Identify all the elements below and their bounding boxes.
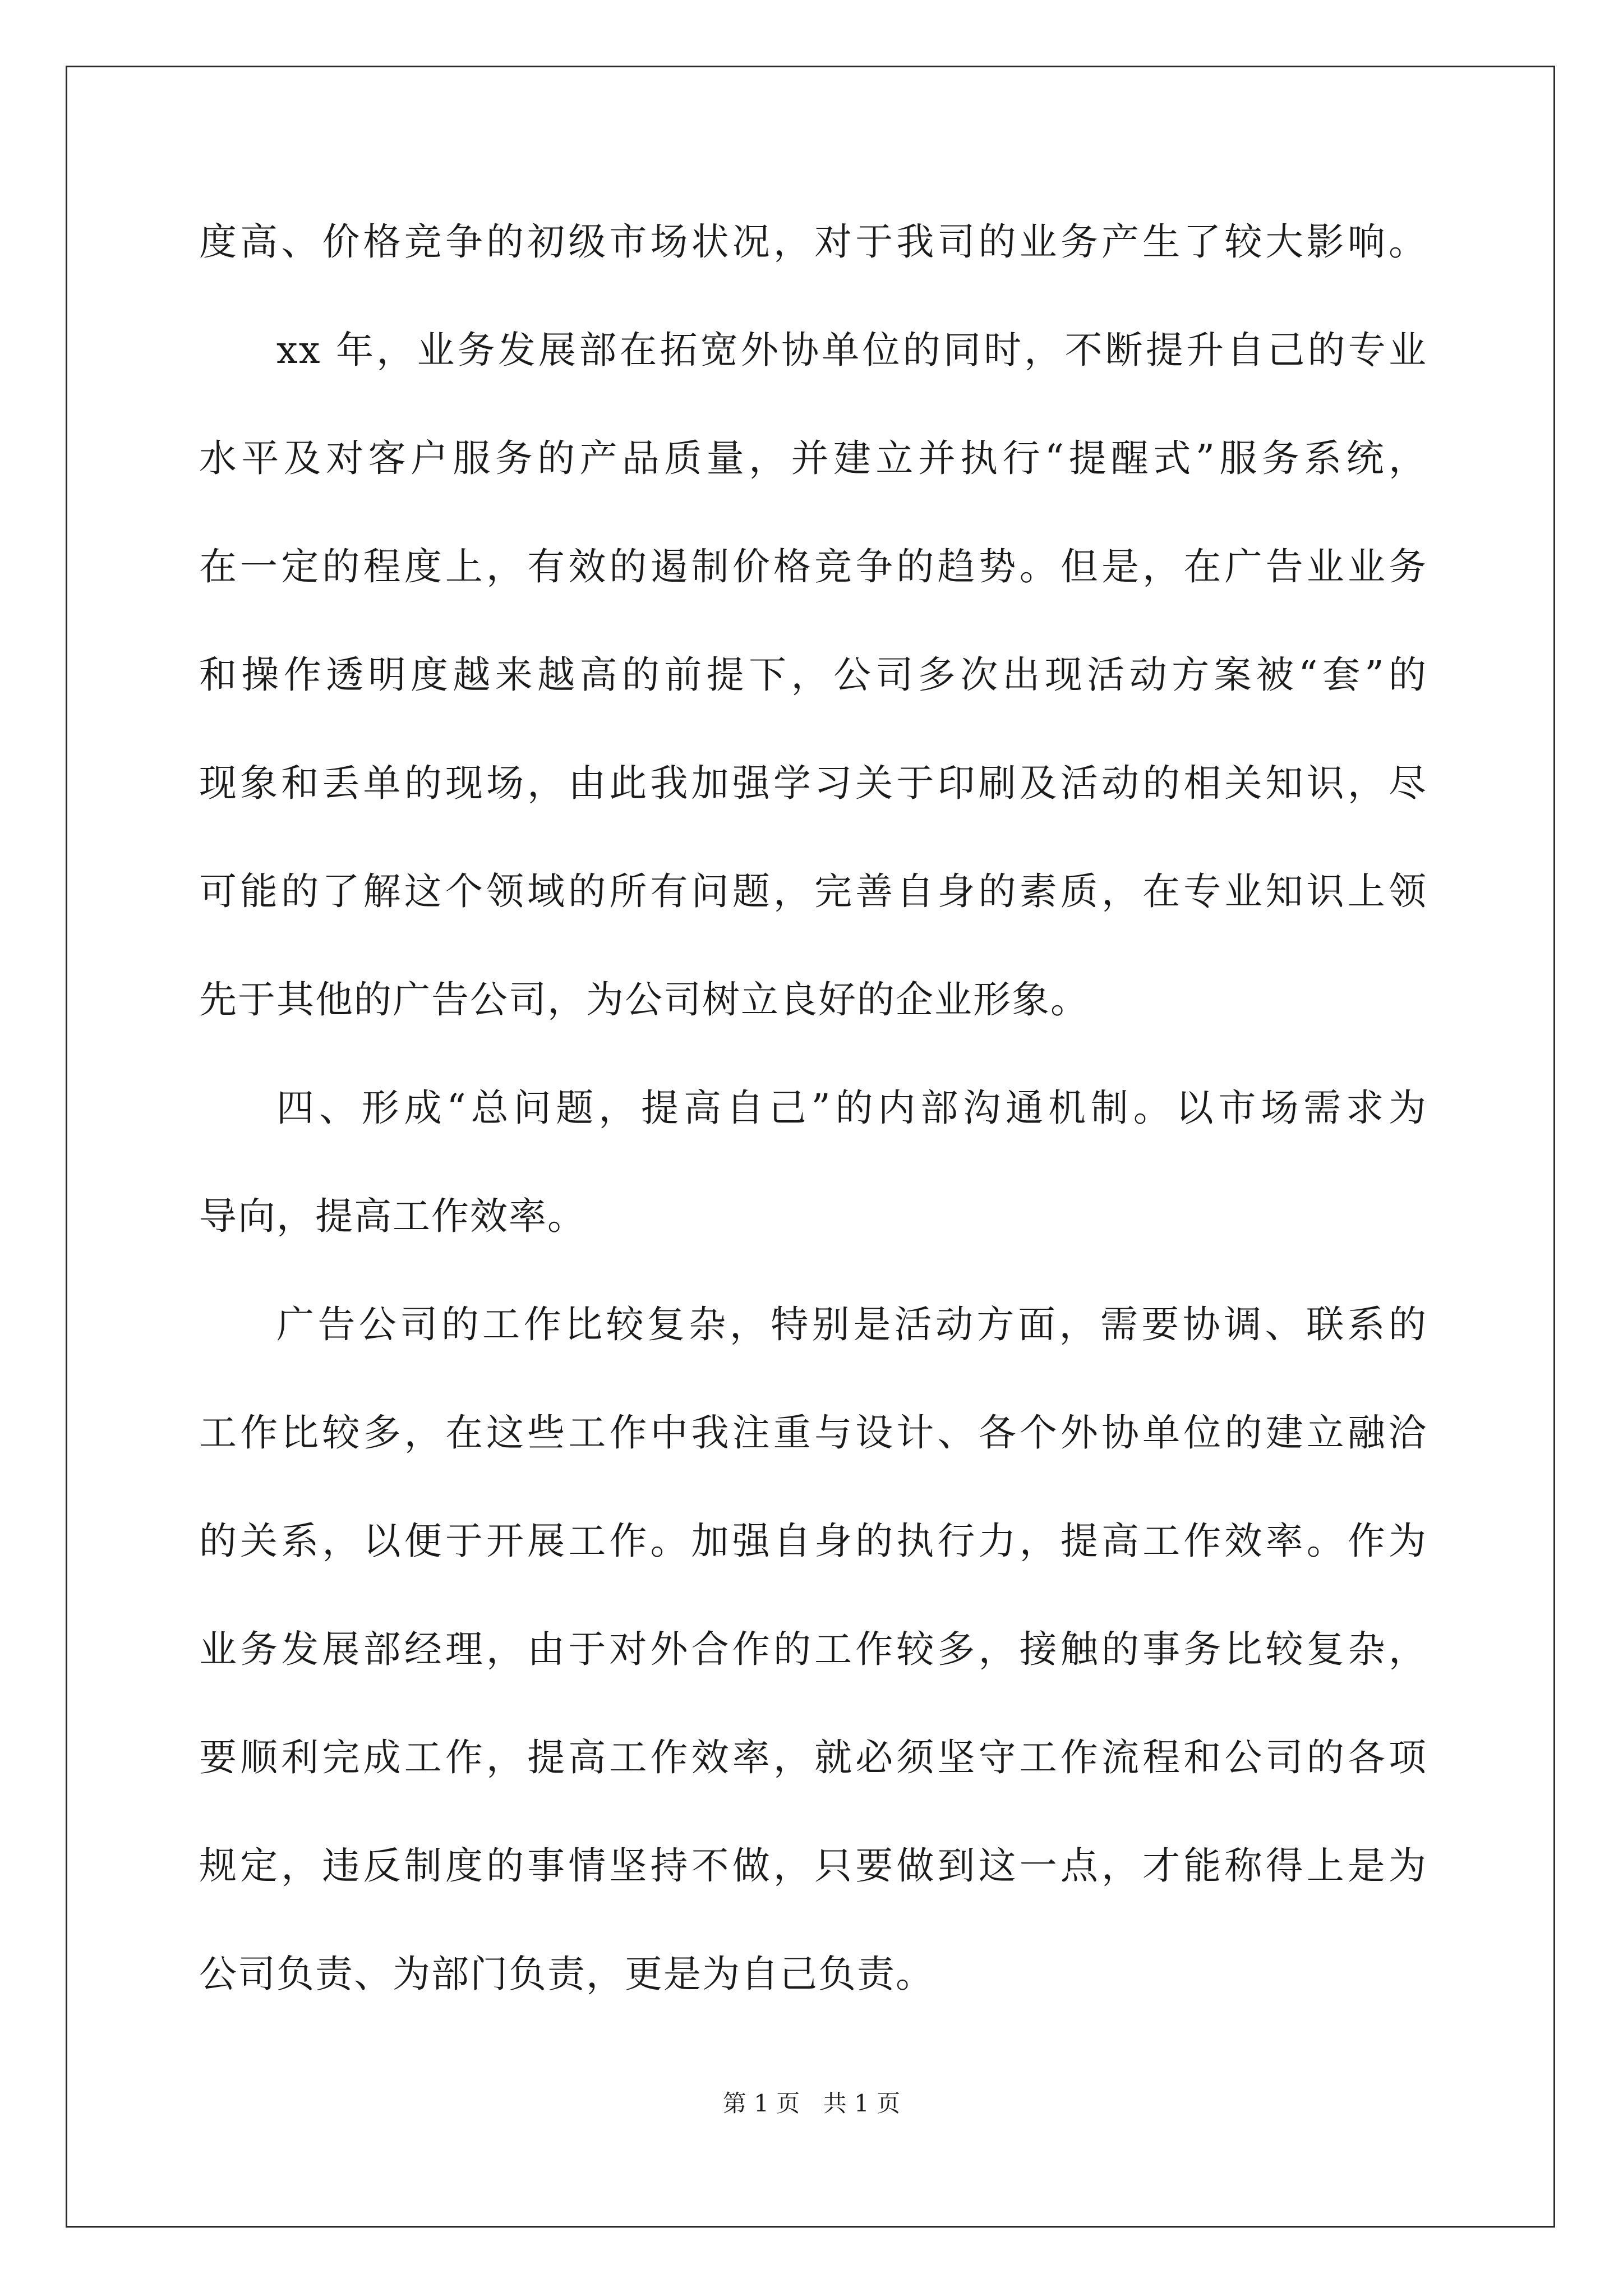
text-line: xx 年，业务发展部在拓宽外协单位的同时，不断提升自己的专业 [276,328,1427,372]
page-number: 第 1 页 [722,2090,800,2117]
text-line: 在一定的程度上，有效的遏制价格竞争的趋势。但是，在广告业业务 [199,545,1427,588]
page-total: 共 1 页 [823,2090,901,2117]
text-line: 工作比较多，在这些工作中我注重与设计、各个外协单位的建立融洽 [199,1411,1427,1455]
text-line: 公司负责、为部门负责，更是为自己负责。 [199,1952,934,1996]
text-line: 规定，违反制度的事情坚持不做，只要做到这一点，才能称得上是为 [199,1844,1427,1888]
text-line: 业务发展部经理，由于对外合作的工作较多，接触的事务比较复杂， [199,1627,1427,1671]
text-line: 广告公司的工作比较复杂，特别是活动方面，需要协调、联系的 [276,1303,1427,1346]
page-footer [0,2090,1623,2118]
text-line: 先于其他的广告公司，为公司树立良好的企业形象。 [199,978,1089,1022]
text-line: 四、形成“总问题，提高自己”的内部沟通机制。以市场需求为 [276,1086,1427,1130]
text-line: 的关系，以便于开展工作。加强自身的执行力，提高工作效率。作为 [199,1519,1427,1563]
text-line: 现象和丢单的现场，由此我加强学习关于印刷及活动的相关知识，尽 [199,761,1427,805]
document-body [199,188,1427,2028]
text-line: 和操作透明度越来越高的前提下，公司多次出现活动方案被“套”的 [199,653,1427,697]
text-line: 要顺利完成工作，提高工作效率，就必须坚守工作流程和公司的各项 [199,1736,1427,1779]
text-line: 水平及对客户服务的产品质量，并建立并执行“提醒式”服务系统， [199,436,1427,480]
text-line: 导向，提高工作效率。 [199,1194,586,1238]
text-line: 可能的了解这个领域的所有问题，完善自身的素质，在专业知识上领 [199,869,1427,913]
text-line: 度高、价格竞争的初级市场状况，对于我司的业务产生了较大影响。 [199,220,1427,264]
